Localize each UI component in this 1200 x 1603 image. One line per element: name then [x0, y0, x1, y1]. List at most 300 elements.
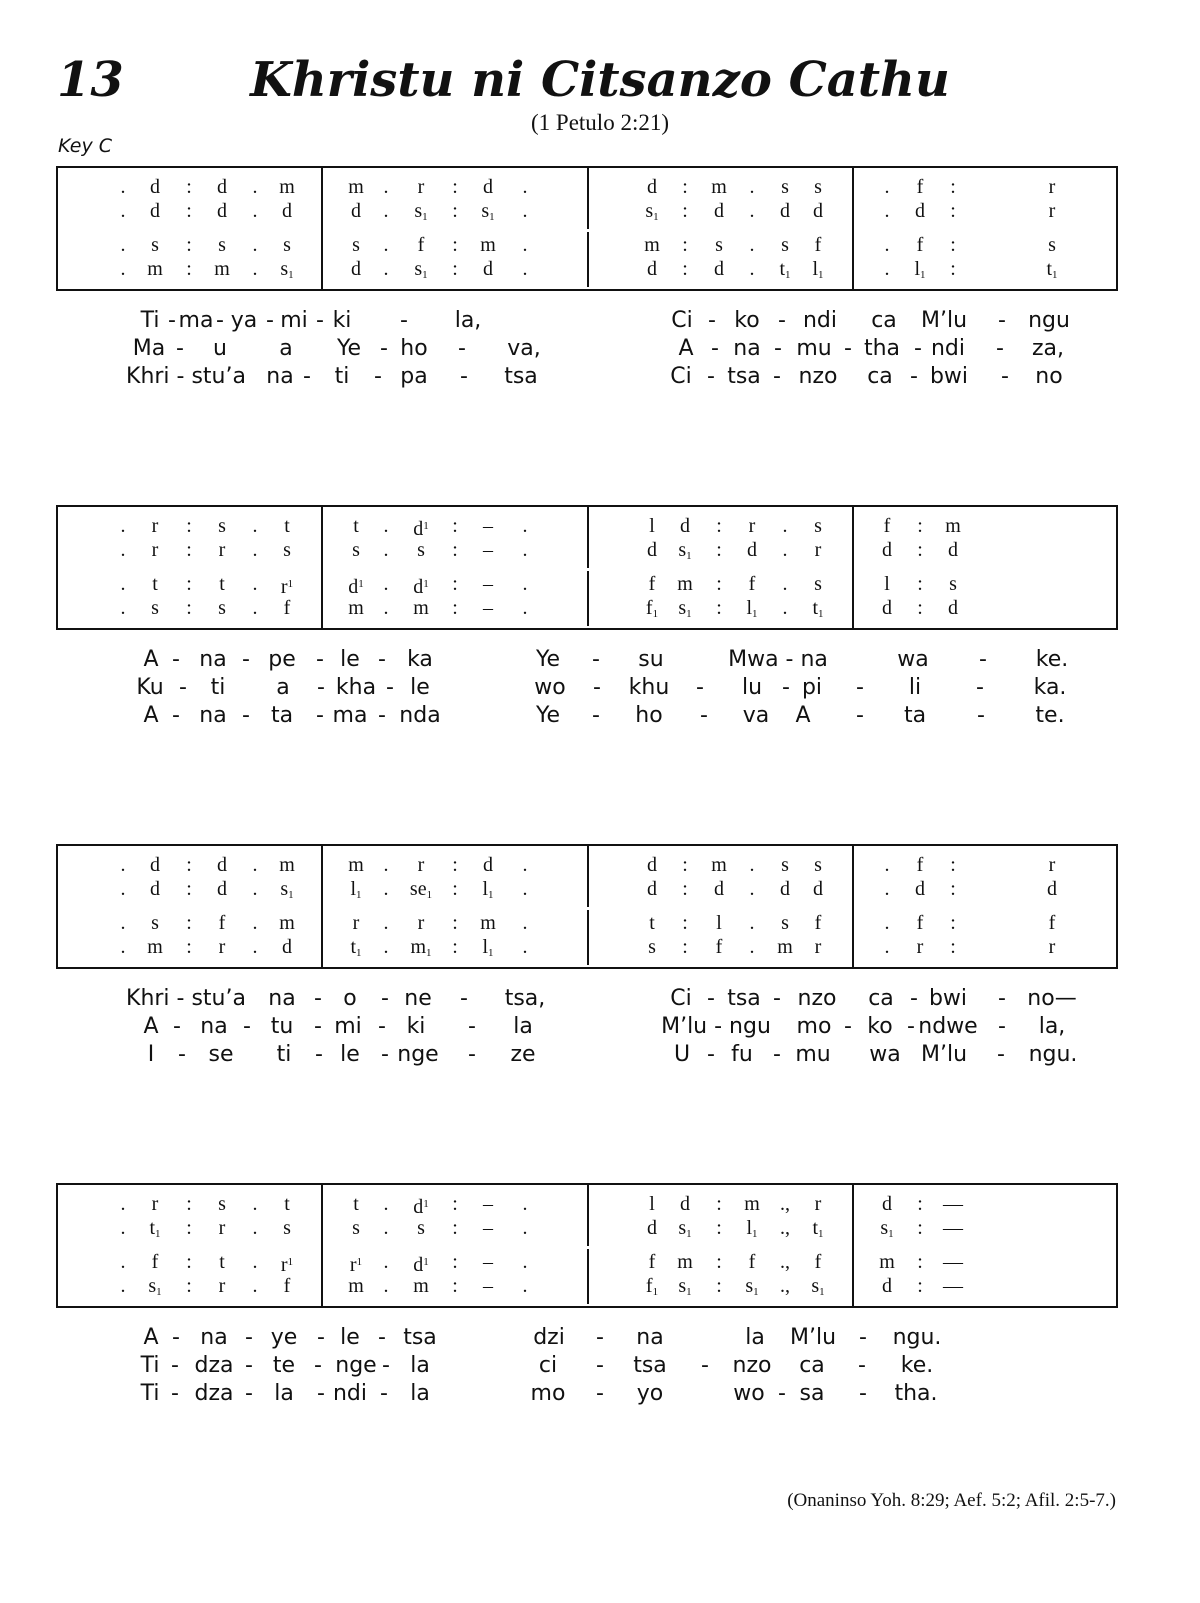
solfa-note: :	[452, 1217, 458, 1239]
lyric-syllable: za,	[1031, 336, 1065, 361]
solfa-note: .	[782, 515, 788, 537]
syllable-hyphen: -	[593, 675, 601, 700]
syllable-hyphen: -	[856, 703, 864, 728]
lyric-syllable: la	[274, 1381, 294, 1406]
syllable-hyphen: -	[910, 986, 918, 1011]
solfa-note: l	[649, 515, 655, 537]
lyric-line-verse-3	[0, 1041, 1200, 1071]
solfa-note: s	[151, 234, 159, 256]
syllable-hyphen: -	[707, 986, 715, 1011]
syllable-hyphen: -	[592, 647, 600, 672]
syllable-hyphen: -	[596, 1381, 604, 1406]
syllable-hyphen: -	[245, 1353, 253, 1378]
solfa-note: .	[749, 258, 755, 280]
solfa-note: $d^1$	[413, 576, 429, 598]
solfa-note: m	[147, 936, 163, 958]
syllable-hyphen: -	[303, 364, 311, 389]
syllable-hyphen: -	[468, 1014, 476, 1039]
solfa-note: –	[483, 1275, 493, 1297]
solfa-note: .	[252, 515, 258, 537]
syllable-hyphen: -	[998, 308, 1006, 333]
solfa-note: $f_1$	[645, 597, 659, 620]
syllable-hyphen: -	[173, 1014, 181, 1039]
solfa-note: d	[714, 258, 724, 280]
lyric-syllable: Ti	[140, 308, 160, 333]
solfa-note: d	[780, 878, 790, 900]
lyric-syllable: ze	[510, 1042, 536, 1067]
solfa-note: .	[252, 936, 258, 958]
lyric-syllable: nzo	[732, 1353, 772, 1378]
solfa-note: .,	[780, 1251, 790, 1273]
solfa-note: $d^1$	[413, 1196, 429, 1218]
solfa-note: .	[383, 234, 389, 256]
lyric-line-verse-2	[0, 335, 1200, 365]
solfa-note: s	[352, 234, 360, 256]
solfa-note: :	[186, 1251, 192, 1273]
solfa-note: f	[283, 597, 291, 619]
solfa-note: d	[150, 200, 160, 222]
syllable-hyphen: -	[317, 1381, 325, 1406]
lyric-line-verse-2	[0, 1013, 1200, 1043]
solfa-note: :	[716, 1275, 722, 1297]
lyric-syllable: ke.	[1035, 647, 1069, 672]
syllable-hyphen: -	[242, 647, 250, 672]
solfa-note: .	[252, 200, 258, 222]
solfa-note: .	[383, 1251, 389, 1273]
solfa-note: t	[284, 1193, 290, 1215]
lyric-syllable: Ku	[136, 675, 164, 700]
solfa-note: .,	[780, 1193, 790, 1215]
solfa-note: :	[682, 200, 688, 222]
solfa-note: :	[950, 176, 956, 198]
solfa-note: s	[949, 573, 957, 595]
lyric-syllable: ya	[230, 308, 258, 333]
solfa-note: t	[649, 912, 655, 934]
lyric-syllable: dzi	[533, 1325, 565, 1350]
syllable-hyphen: -	[178, 1042, 186, 1067]
syllable-hyphen: -	[858, 1353, 866, 1378]
lyric-syllable: Ma	[132, 336, 166, 361]
solfa-note: .	[120, 936, 126, 958]
solfa-note: :	[950, 258, 956, 280]
solfa-note: f	[814, 234, 822, 256]
solfa-note: s	[218, 234, 226, 256]
solfa-note: d	[882, 1275, 892, 1297]
lyric-syllable: M’lu	[920, 308, 968, 333]
lyric-syllable: le	[340, 1042, 360, 1067]
solfa-note: :	[452, 1193, 458, 1215]
solfa-note: d	[915, 200, 925, 222]
lyric-syllable: Ti	[140, 1381, 160, 1406]
solfa-note: $t_1$	[779, 258, 791, 281]
solfa-note: .	[522, 912, 528, 934]
lyric-syllable: ma	[332, 703, 368, 728]
syllable-hyphen: -	[773, 364, 781, 389]
solfa-note: r	[218, 1275, 226, 1297]
solfa-note: .	[522, 1193, 528, 1215]
solfa-note: t	[219, 573, 225, 595]
lyric-syllable: nzo	[798, 364, 838, 389]
lyric-syllable: nge	[335, 1353, 377, 1378]
solfa-note: :	[716, 573, 722, 595]
solfa-note: m	[279, 176, 295, 198]
solfa-note: .,	[780, 1275, 790, 1297]
lyric-syllable: bwi	[928, 986, 968, 1011]
solfa-note: d	[217, 176, 227, 198]
solfa-note: –	[483, 1251, 493, 1273]
lyric-syllable: ke.	[900, 1353, 934, 1378]
solfa-note: l	[716, 912, 722, 934]
lyric-syllable: Ci	[670, 986, 692, 1011]
lyric-syllable: u	[213, 336, 227, 361]
solfa-note: .	[252, 1217, 258, 1239]
solfa-note: :	[186, 234, 192, 256]
solfa-note: $l_1$	[746, 597, 758, 620]
solfa-note: .	[383, 539, 389, 561]
solfa-note: .	[252, 597, 258, 619]
solfa-note: .	[252, 539, 258, 561]
solfa-note: :	[917, 573, 923, 595]
solfa-note: d	[882, 597, 892, 619]
solfa-note: s	[283, 234, 291, 256]
syllable-hyphen: -	[245, 1325, 253, 1350]
syllable-hyphen: -	[316, 308, 324, 333]
syllable-hyphen: -	[996, 336, 1004, 361]
solfa-note: .	[522, 258, 528, 280]
voice-row-bass	[58, 597, 1120, 619]
solfa-note: s	[151, 597, 159, 619]
solfa-note: .	[749, 234, 755, 256]
solfa-note: d	[647, 1217, 657, 1239]
solfa-note: :	[186, 936, 192, 958]
solfa-note: f	[417, 234, 425, 256]
solfa-note: .	[522, 878, 528, 900]
solfa-note: .	[884, 258, 890, 280]
lyric-syllable: ngu.	[1028, 1042, 1078, 1067]
solfa-note: :	[917, 1251, 923, 1273]
solfa-note: d	[351, 200, 361, 222]
lyric-syllable: Mwa - na	[728, 647, 828, 672]
syllable-hyphen: -	[460, 986, 468, 1011]
syllable-hyphen: -	[378, 1014, 386, 1039]
solfa-note: .	[749, 176, 755, 198]
lyric-syllable: tsa	[727, 364, 761, 389]
solfa-note: :	[452, 234, 458, 256]
syllable-hyphen: -	[314, 1353, 322, 1378]
lyric-syllable: ca	[871, 308, 897, 333]
solfa-note: s	[218, 1193, 226, 1215]
solfa-note: d	[780, 200, 790, 222]
solfa-note: $s_1$	[414, 258, 428, 281]
solfa-note: .	[522, 539, 528, 561]
syllable-hyphen: -	[976, 675, 984, 700]
hymn-title: Khristu ni Citsanzo Cathu	[250, 52, 950, 108]
syllable-hyphen: -	[773, 986, 781, 1011]
syllable-hyphen: -	[844, 336, 852, 361]
syllable-hyphen: -	[317, 1325, 325, 1350]
syllable-hyphen: -	[907, 1014, 915, 1039]
syllable-hyphen: -	[707, 364, 715, 389]
solfa-note: t	[152, 573, 158, 595]
solfa-note: m	[279, 854, 295, 876]
solfa-note: –	[483, 597, 493, 619]
solfa-note: .	[383, 515, 389, 537]
lyric-line-verse-1	[0, 646, 1200, 676]
solfa-note: r	[916, 936, 924, 958]
lyric-syllable: pa	[400, 364, 428, 389]
solfa-note: :	[452, 1251, 458, 1273]
solfa-note: $l_1$	[482, 936, 494, 959]
lyric-syllable: dza	[194, 1381, 234, 1406]
solfa-note: s	[814, 573, 822, 595]
solfa-note: :	[186, 539, 192, 561]
syllable-hyphen: -	[378, 703, 386, 728]
lyric-syllable: va	[742, 703, 770, 728]
syllable-hyphen: -	[859, 1381, 867, 1406]
lyric-syllable: wo	[733, 1381, 765, 1406]
lyric-syllable: tsa	[504, 364, 538, 389]
lyric-syllable: dza	[194, 1353, 234, 1378]
solfa-note: .	[252, 258, 258, 280]
notation-staff-4	[56, 1183, 1118, 1308]
solfa-note: :	[682, 912, 688, 934]
solfa-note: $s_1$	[148, 1275, 162, 1298]
solfa-note: .	[884, 912, 890, 934]
solfa-note: $t_1$	[1046, 258, 1058, 281]
solfa-note: m	[147, 258, 163, 280]
solfa-note: d	[680, 515, 690, 537]
lyric-syllable: ndi	[802, 308, 838, 333]
solfa-note: r	[218, 539, 226, 561]
solfa-note: m	[348, 597, 364, 619]
solfa-note: .	[884, 176, 890, 198]
solfa-note: s	[283, 1217, 291, 1239]
solfa-note: d	[282, 200, 292, 222]
solfa-note: .	[383, 573, 389, 595]
lyric-syllable: ho	[400, 336, 428, 361]
solfa-note: .	[252, 573, 258, 595]
solfa-note: .	[782, 597, 788, 619]
solfa-note: .	[749, 854, 755, 876]
solfa-note: :	[452, 573, 458, 595]
lyric-syllable: a	[279, 336, 293, 361]
solfa-note: .	[522, 597, 528, 619]
solfa-note: .	[383, 176, 389, 198]
solfa-note: s	[417, 1217, 425, 1239]
syllable-hyphen: -	[778, 308, 786, 333]
lyric-syllable: A	[795, 703, 811, 728]
solfa-note: f	[748, 1251, 756, 1273]
lyric-line-verse-2	[0, 674, 1200, 704]
solfa-note: :	[452, 912, 458, 934]
lyric-syllable: na	[733, 336, 761, 361]
voice-row-alto	[58, 539, 1120, 561]
lyric-syllable: sa	[799, 1381, 825, 1406]
syllable-hyphen: -	[266, 308, 274, 333]
solfa-note: f	[916, 912, 924, 934]
lyric-syllable: ta	[270, 703, 294, 728]
syllable-hyphen: -	[700, 703, 708, 728]
solfa-note: r	[417, 912, 425, 934]
solfa-note: t	[284, 515, 290, 537]
solfa-note: –	[483, 515, 493, 537]
solfa-note: :	[186, 597, 192, 619]
solfa-note: :	[452, 854, 458, 876]
lyric-syllable: ko	[867, 1014, 893, 1039]
lyric-syllable: la	[513, 1014, 533, 1039]
voice-row-soprano	[58, 1193, 1120, 1218]
voice-row-tenor	[58, 573, 1120, 598]
solfa-note: $s_1$	[280, 258, 294, 281]
solfa-note: $s_1$	[280, 878, 294, 901]
solfa-note: m	[711, 854, 727, 876]
voice-row-soprano	[58, 854, 1120, 876]
solfa-note: .	[252, 1251, 258, 1273]
solfa-note: .	[522, 936, 528, 958]
solfa-note: $r^1$	[349, 1254, 363, 1276]
solfa-note: m	[879, 1251, 895, 1273]
solfa-note: d	[714, 878, 724, 900]
lyric-syllable: ngu	[1028, 308, 1070, 333]
lyric-syllable: mo	[796, 1014, 832, 1039]
solfa-note: .	[884, 200, 890, 222]
solfa-note: .	[252, 878, 258, 900]
solfa-note: d	[948, 597, 958, 619]
solfa-note: .	[252, 854, 258, 876]
lyric-syllable: mu	[795, 1042, 831, 1067]
lyric-line-verse-3	[0, 702, 1200, 732]
lyric-syllable: na	[199, 703, 227, 728]
syllable-hyphen: -	[468, 1042, 476, 1067]
lyric-syllable: ki	[406, 1014, 426, 1039]
syllable-hyphen: -	[168, 308, 176, 333]
lyric-syllable: pe	[268, 647, 296, 672]
solfa-note: .	[252, 176, 258, 198]
solfa-note: $s_1$	[481, 200, 495, 223]
solfa-note: l	[649, 1193, 655, 1215]
notation-staff-3	[56, 844, 1118, 969]
notation-staff-1	[56, 166, 1118, 291]
solfa-note: .	[120, 597, 126, 619]
lyric-syllable: Khri - stu’a	[126, 986, 246, 1011]
scripture-reference: (1 Petulo 2:21)	[531, 110, 669, 135]
solfa-note: s	[781, 176, 789, 198]
lyric-syllable: li	[908, 675, 922, 700]
solfa-note: .,	[780, 1217, 790, 1239]
syllable-hyphen: -	[171, 1353, 179, 1378]
solfa-note: r	[1048, 936, 1056, 958]
solfa-note: m	[480, 234, 496, 256]
solfa-note: :	[682, 936, 688, 958]
lyric-syllable: A	[678, 336, 694, 361]
lyric-syllable: ti	[276, 1042, 292, 1067]
solfa-note: $t_1$	[812, 1217, 824, 1240]
lyric-syllable: la	[745, 1325, 765, 1350]
syllable-hyphen: -	[243, 1014, 251, 1039]
solfa-note: .	[522, 200, 528, 222]
solfa-note: t	[353, 1193, 359, 1215]
solfa-note: —	[943, 1251, 963, 1273]
solfa-note: :	[682, 176, 688, 198]
lyric-syllable: M’lu	[920, 1042, 968, 1067]
solfa-note: :	[716, 515, 722, 537]
solfa-note: d	[351, 258, 361, 280]
voice-row-soprano	[58, 515, 1120, 540]
syllable-hyphen: -	[979, 647, 987, 672]
voice-row-soprano	[58, 176, 1120, 198]
lyric-syllable: mo	[530, 1381, 566, 1406]
solfa-note: .	[884, 878, 890, 900]
solfa-note: :	[716, 1251, 722, 1273]
lyric-syllable: la,	[1038, 1014, 1066, 1039]
solfa-note: :	[452, 258, 458, 280]
solfa-note: r	[151, 539, 159, 561]
syllable-hyphen: -	[245, 1381, 253, 1406]
solfa-note: —	[943, 1217, 963, 1239]
solfa-note: $s_1$	[414, 200, 428, 223]
solfa-note: $d^1$	[413, 518, 429, 540]
lyric-syllable: ti	[210, 675, 226, 700]
solfa-note: s	[781, 234, 789, 256]
syllable-hyphen: -	[910, 364, 918, 389]
solfa-note: m	[744, 1193, 760, 1215]
solfa-note: m	[348, 1275, 364, 1297]
solfa-note: :	[452, 878, 458, 900]
solfa-note: .	[120, 573, 126, 595]
solfa-note: d	[217, 200, 227, 222]
solfa-note: :	[452, 200, 458, 222]
syllable-hyphen: -	[997, 1042, 1005, 1067]
solfa-note: .	[522, 573, 528, 595]
solfa-note: d	[714, 200, 724, 222]
solfa-note: :	[186, 1275, 192, 1297]
lyric-syllable: o	[343, 986, 357, 1011]
syllable-hyphen: -	[782, 675, 790, 700]
solfa-note: m	[677, 573, 693, 595]
solfa-note: $s_1$	[678, 597, 692, 620]
solfa-note: :	[917, 515, 923, 537]
voice-row-tenor	[58, 234, 1120, 256]
lyric-syllable: ka	[407, 647, 433, 672]
solfa-note: d	[813, 878, 823, 900]
voice-row-bass	[58, 936, 1120, 958]
lyric-syllable: ko	[734, 308, 760, 333]
solfa-note: f	[748, 573, 756, 595]
syllable-hyphen: -	[707, 1042, 715, 1067]
solfa-note: :	[452, 597, 458, 619]
solfa-note: .	[120, 912, 126, 934]
solfa-note: $s_1$	[645, 200, 659, 223]
solfa-note: m	[279, 912, 295, 934]
syllable-hyphen: -	[856, 675, 864, 700]
solfa-note: m	[413, 1275, 429, 1297]
syllable-hyphen: -	[172, 1325, 180, 1350]
solfa-note: r	[814, 936, 822, 958]
lyric-syllable: no	[1035, 364, 1063, 389]
solfa-note: d	[915, 878, 925, 900]
solfa-note: –	[483, 1193, 493, 1215]
solfa-note: m	[413, 597, 429, 619]
lyric-syllable: Khri - stu’a	[126, 364, 246, 389]
lyric-syllable: bwi	[929, 364, 969, 389]
solfa-note: d	[647, 878, 657, 900]
voice-row-alto	[58, 1217, 1120, 1239]
solfa-note: .	[120, 539, 126, 561]
solfa-note: d	[647, 539, 657, 561]
lyric-syllable: ka.	[1033, 675, 1067, 700]
solfa-note: s	[352, 539, 360, 561]
lyric-line-verse-1	[0, 985, 1200, 1015]
